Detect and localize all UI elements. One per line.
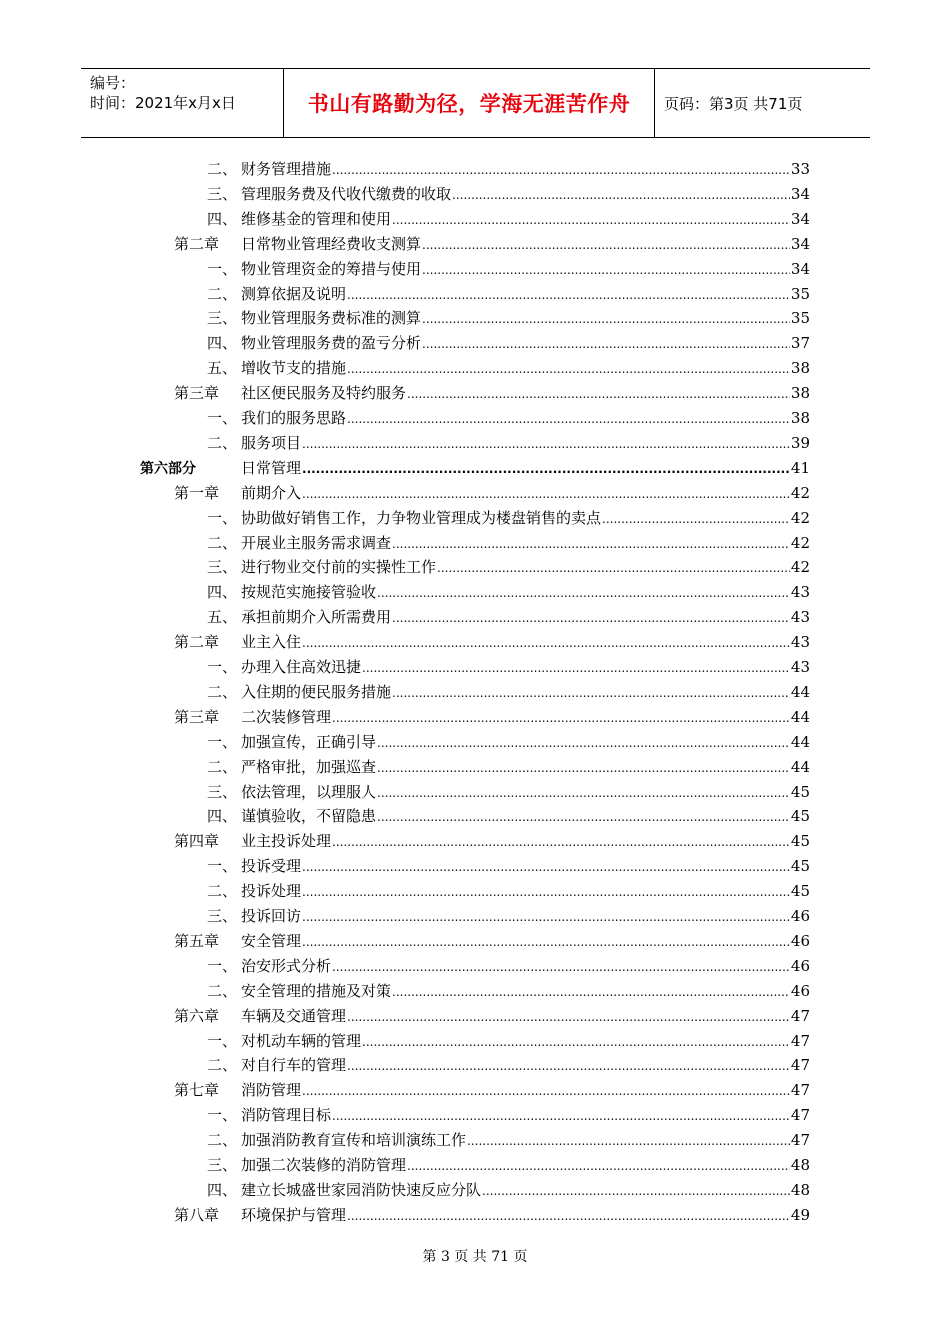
toc-entry-number: 二、 <box>207 433 238 452</box>
toc-entry-page-number: 35 <box>790 309 810 328</box>
document-number-label: 编号： <box>90 74 136 92</box>
toc-dot-leader <box>422 259 790 281</box>
toc-dot-leader <box>332 956 790 978</box>
toc-entry-title: 增收节支的措施 <box>241 359 347 378</box>
toc-dot-leader <box>332 159 790 181</box>
toc-entry-chapter[interactable] <box>174 1005 810 1027</box>
toc-entry-chapter[interactable] <box>174 1204 810 1226</box>
toc-entry-page-number: 42 <box>790 508 810 527</box>
toc-dot-leader <box>302 1080 790 1102</box>
toc-entry-page-number: 46 <box>790 981 810 1000</box>
toc-entry-title: 开展业主服务需求调查 <box>241 533 392 552</box>
toc-entry-number: 一、 <box>207 857 238 876</box>
toc-entry-title: 谨慎验收，不留隐患 <box>241 807 377 826</box>
toc-entry-number: 四、 <box>207 334 238 353</box>
toc-entry-title: 进行物业交付前的实操性工作 <box>241 558 437 577</box>
toc-entry-title: 维修基金的管理和使用 <box>241 209 392 228</box>
toc-entry-number: 第六章 <box>174 1006 220 1025</box>
toc-entry-title: 日常管理 <box>241 458 302 477</box>
toc-entry-number: 第二章 <box>174 234 220 253</box>
toc-entry-part[interactable] <box>140 457 810 479</box>
toc-entry-title: 依法管理，以理服人 <box>241 782 377 801</box>
toc-dot-leader <box>347 408 790 430</box>
toc-entry-title: 治安形式分析 <box>241 956 332 975</box>
toc-entry-section[interactable] <box>207 283 810 305</box>
toc-entry-title: 消防管理 <box>241 1081 302 1100</box>
toc-entry-title: 业主入住 <box>241 633 302 652</box>
toc-dot-leader <box>392 682 790 704</box>
toc-dot-leader <box>347 284 790 306</box>
toc-entry-title: 安全管理 <box>241 931 302 950</box>
toc-entry-page-number: 44 <box>790 682 810 701</box>
toc-dot-leader <box>302 881 790 903</box>
toc-entry-title: 承担前期介入所需费用 <box>241 608 392 627</box>
toc-dot-leader <box>422 234 790 256</box>
toc-dot-leader <box>407 383 790 405</box>
toc-dot-leader <box>302 632 790 654</box>
toc-entry-section[interactable] <box>207 855 810 877</box>
toc-entry-page-number: 39 <box>790 433 810 452</box>
toc-entry-section[interactable] <box>207 307 810 329</box>
toc-entry-page-number: 41 <box>790 458 810 477</box>
toc-dot-leader <box>422 333 790 355</box>
toc-entry-section[interactable] <box>207 756 810 778</box>
toc-entry-title: 严格审批，加强巡查 <box>241 757 377 776</box>
toc-entry-page-number: 43 <box>790 608 810 627</box>
toc-entry-page-number: 45 <box>790 882 810 901</box>
toc-entry-title: 加强消防教育宣传和培训演练工作 <box>241 1131 467 1150</box>
toc-entry-number: 二、 <box>207 882 238 901</box>
toc-entry-title: 按规范实施接管验收 <box>241 583 377 602</box>
toc-entry-section[interactable] <box>207 158 810 180</box>
toc-entry-number: 一、 <box>207 956 238 975</box>
toc-entry-page-number: 44 <box>790 757 810 776</box>
toc-entry-section[interactable] <box>207 1030 810 1052</box>
toc-entry-page-number: 42 <box>790 533 810 552</box>
toc-entry-section[interactable] <box>207 1179 810 1201</box>
toc-dot-leader <box>332 1105 790 1127</box>
toc-entry-page-number: 44 <box>790 732 810 751</box>
toc-entry-number: 第六部分 <box>140 460 196 477</box>
toc-dot-leader <box>422 308 790 330</box>
toc-entry-page-number: 43 <box>790 633 810 652</box>
toc-dot-leader <box>302 458 790 480</box>
toc-entry-section[interactable] <box>207 1054 810 1076</box>
toc-entry-section[interactable] <box>207 880 810 902</box>
toc-entry-number: 三、 <box>207 1156 238 1174</box>
toc-entry-chapter[interactable] <box>174 482 810 504</box>
toc-entry-number: 一、 <box>207 409 238 427</box>
toc-entry-title: 入住期的便民服务措施 <box>241 682 392 701</box>
page-header <box>81 68 870 138</box>
toc-entry-section[interactable] <box>207 432 810 454</box>
header-meta-cell <box>81 69 284 137</box>
toc-entry-section[interactable] <box>207 606 810 628</box>
toc-entry-number: 第八章 <box>174 1205 220 1224</box>
toc-entry-number: 三、 <box>207 782 238 801</box>
toc-entry-section[interactable] <box>207 507 810 529</box>
toc-entry-page-number: 46 <box>790 956 810 975</box>
toc-entry-title: 财务管理措施 <box>241 160 332 178</box>
header-page-cell <box>655 69 870 137</box>
toc-dot-leader <box>392 607 790 629</box>
toc-entry-section[interactable] <box>207 208 810 230</box>
toc-entry-title: 投诉回访 <box>241 907 302 925</box>
header-page-label: 页码：第3页 共71页 <box>664 94 803 113</box>
toc-entry-number: 一、 <box>207 259 238 278</box>
toc-dot-leader <box>377 757 790 779</box>
toc-entry-chapter[interactable] <box>174 631 810 653</box>
toc-entry-title: 对机动车辆的管理 <box>241 1031 362 1050</box>
toc-entry-title: 投诉受理 <box>241 857 302 876</box>
toc-entry-page-number: 45 <box>790 807 810 826</box>
toc-entry-section[interactable] <box>207 905 810 927</box>
toc-entry-number: 二、 <box>207 284 238 303</box>
toc-entry-title: 对自行车的管理 <box>241 1056 347 1075</box>
toc-entry-page-number: 45 <box>790 782 810 801</box>
toc-entry-title: 建立长城盛世家园消防快速反应分队 <box>241 1180 482 1199</box>
toc-entry-page-number: 42 <box>790 558 810 577</box>
toc-entry-page-number: 45 <box>790 832 810 851</box>
toc-entry-number: 第五章 <box>174 931 220 950</box>
toc-entry-title: 测算依据及说明 <box>241 284 347 303</box>
toc-entry-chapter[interactable] <box>174 382 810 404</box>
toc-entry-section[interactable] <box>207 258 810 280</box>
toc-dot-leader <box>392 981 790 1003</box>
toc-entry-title: 服务项目 <box>241 433 302 452</box>
toc-entry-number: 五、 <box>207 608 238 627</box>
toc-entry-section[interactable] <box>207 183 810 205</box>
toc-entry-page-number: 47 <box>790 1081 810 1100</box>
toc-entry-title: 办理入住高效迅捷 <box>241 658 362 676</box>
toc-entry-number: 四、 <box>207 807 238 826</box>
toc-entry-number: 五、 <box>207 359 238 378</box>
toc-entry-number: 一、 <box>207 1106 238 1125</box>
toc-dot-leader <box>362 1031 790 1053</box>
toc-entry-chapter[interactable] <box>174 930 810 952</box>
toc-entry-number: 四、 <box>207 1180 238 1199</box>
toc-entry-page-number: 42 <box>790 483 810 502</box>
toc-entry-page-number: 33 <box>790 160 810 178</box>
toc-entry-chapter[interactable] <box>174 233 810 255</box>
toc-entry-page-number: 47 <box>790 1031 810 1050</box>
toc-entry-number: 一、 <box>207 732 238 751</box>
toc-entry-page-number: 34 <box>790 184 810 203</box>
toc-dot-leader <box>437 557 790 579</box>
toc-entry-number: 三、 <box>207 907 238 925</box>
toc-entry-page-number: 46 <box>790 931 810 950</box>
toc-entry-title: 加强宣传，正确引导 <box>241 732 377 751</box>
toc-dot-leader <box>347 1006 790 1028</box>
toc-entry-number: 第二章 <box>174 633 220 652</box>
toc-dot-leader <box>377 806 790 828</box>
toc-entry-page-number: 47 <box>790 1106 810 1125</box>
toc-entry-title: 投诉处理 <box>241 882 302 901</box>
toc-dot-leader <box>302 433 790 455</box>
toc-entry-title: 业主投诉处理 <box>241 832 332 851</box>
toc-dot-leader <box>377 582 790 604</box>
toc-entry-number: 二、 <box>207 160 238 178</box>
toc-entry-number: 三、 <box>207 184 238 203</box>
toc-entry-page-number: 48 <box>790 1180 810 1199</box>
toc-entry-section[interactable] <box>207 1154 810 1176</box>
toc-dot-leader <box>392 209 790 231</box>
toc-dot-leader <box>302 856 790 878</box>
toc-entry-page-number: 38 <box>790 384 810 403</box>
toc-entry-page-number: 47 <box>790 1131 810 1150</box>
toc-entry-title: 我们的服务思路 <box>241 409 347 427</box>
toc-entry-section[interactable] <box>207 1104 810 1126</box>
toc-entry-page-number: 49 <box>790 1205 810 1224</box>
toc-entry-number: 四、 <box>207 583 238 602</box>
toc-entry-section[interactable] <box>207 532 810 554</box>
header-slogan: 书山有路勤为径，学海无涯苦作舟 <box>307 92 631 116</box>
toc-entry-title: 物业管理资金的筹措与使用 <box>241 259 422 278</box>
toc-entry-section[interactable] <box>207 980 810 1002</box>
toc-entry-title: 社区便民服务及特约服务 <box>241 384 407 403</box>
toc-entry-title: 二次装修管理 <box>241 707 332 726</box>
toc-entry-title: 协助做好销售工作，力争物业管理成为楼盘销售的卖点 <box>241 508 602 527</box>
toc-entry-title: 前期介入 <box>241 483 302 502</box>
toc-entry-page-number: 35 <box>790 284 810 303</box>
toc-dot-leader <box>407 1155 790 1177</box>
toc-entry-page-number: 43 <box>790 583 810 602</box>
toc-entry-section[interactable] <box>207 781 810 803</box>
toc-entry-number: 二、 <box>207 1131 238 1150</box>
toc-entry-page-number: 34 <box>790 259 810 278</box>
toc-dot-leader <box>377 782 790 804</box>
toc-entry-section[interactable] <box>207 357 810 379</box>
toc-entry-section[interactable] <box>207 1129 810 1151</box>
toc-entry-number: 四、 <box>207 209 238 228</box>
toc-entry-title: 车辆及交通管理 <box>241 1006 347 1025</box>
toc-dot-leader <box>302 483 790 505</box>
toc-entry-number: 第七章 <box>174 1081 220 1100</box>
toc-dot-leader <box>347 358 790 380</box>
toc-entry-page-number: 46 <box>790 907 810 925</box>
toc-dot-leader <box>467 1130 790 1152</box>
toc-entry-chapter[interactable] <box>174 706 810 728</box>
toc-entry-title: 安全管理的措施及对策 <box>241 981 392 1000</box>
toc-entry-chapter[interactable] <box>174 1079 810 1101</box>
toc-dot-leader <box>602 508 790 530</box>
toc-entry-title: 环境保护与管理 <box>241 1205 347 1224</box>
toc-entry-section[interactable] <box>207 656 810 678</box>
toc-entry-number: 一、 <box>207 658 238 676</box>
toc-entry-number: 三、 <box>207 558 238 577</box>
toc-entry-title: 消防管理目标 <box>241 1106 332 1125</box>
toc-entry-number: 三、 <box>207 309 238 328</box>
header-slogan-cell <box>284 69 655 137</box>
toc-entry-title: 管理服务费及代收代缴费的收取 <box>241 184 452 203</box>
toc-entry-title: 物业管理服务费标准的测算 <box>241 309 422 328</box>
toc-entry-section[interactable] <box>207 805 810 827</box>
toc-entry-number: 第三章 <box>174 384 220 403</box>
toc-entry-page-number: 34 <box>790 234 810 253</box>
page-footer: 第 3 页 共 71 页 <box>422 1249 528 1265</box>
toc-dot-leader <box>347 1205 790 1227</box>
toc-entry-number: 一、 <box>207 1031 238 1050</box>
toc-dot-leader <box>332 707 790 729</box>
toc-entry-section[interactable] <box>207 731 810 753</box>
toc-entry-title: 日常物业管理经费收支测算 <box>241 234 422 253</box>
toc-entry-page-number: 43 <box>790 658 810 676</box>
toc-entry-section[interactable] <box>207 556 810 578</box>
toc-dot-leader <box>482 1180 790 1202</box>
toc-dot-leader <box>362 657 790 679</box>
toc-entry-title: 加强二次装修的消防管理 <box>241 1156 407 1174</box>
toc-entry-title: 物业管理服务费的盈亏分析 <box>241 334 422 353</box>
toc-entry-section[interactable] <box>207 681 810 703</box>
toc-dot-leader <box>392 533 790 555</box>
toc-entry-page-number: 37 <box>790 334 810 353</box>
toc-entry-number: 二、 <box>207 757 238 776</box>
toc-entry-section[interactable] <box>207 407 810 429</box>
toc-entry-number: 二、 <box>207 1056 238 1075</box>
toc-entry-page-number: 47 <box>790 1056 810 1075</box>
toc-dot-leader <box>347 1055 790 1077</box>
toc-entry-number: 二、 <box>207 682 238 701</box>
toc-entry-page-number: 47 <box>790 1006 810 1025</box>
toc-entry-number: 二、 <box>207 533 238 552</box>
toc-entry-number: 第一章 <box>174 483 220 502</box>
toc-entry-page-number: 34 <box>790 209 810 228</box>
toc-entry-section[interactable] <box>207 332 810 354</box>
document-time-label: 时间：2021年x月x日 <box>90 94 236 112</box>
toc-dot-leader <box>452 184 790 206</box>
toc-dot-leader <box>302 906 790 928</box>
toc-entry-chapter[interactable] <box>174 830 810 852</box>
toc-entry-number: 第四章 <box>174 832 220 851</box>
toc-entry-page-number: 38 <box>790 359 810 378</box>
toc-dot-leader <box>332 831 790 853</box>
toc-entry-page-number: 44 <box>790 707 810 726</box>
toc-entry-number: 第三章 <box>174 707 220 726</box>
toc-entry-section[interactable] <box>207 955 810 977</box>
toc-entry-page-number: 38 <box>790 409 810 427</box>
toc-entry-page-number: 45 <box>790 857 810 876</box>
toc-dot-leader <box>377 732 790 754</box>
toc-entry-section[interactable] <box>207 581 810 603</box>
toc-entry-page-number: 48 <box>790 1156 810 1174</box>
toc-dot-leader <box>302 931 790 953</box>
toc-entry-number: 一、 <box>207 508 238 527</box>
toc-entry-number: 二、 <box>207 981 238 1000</box>
